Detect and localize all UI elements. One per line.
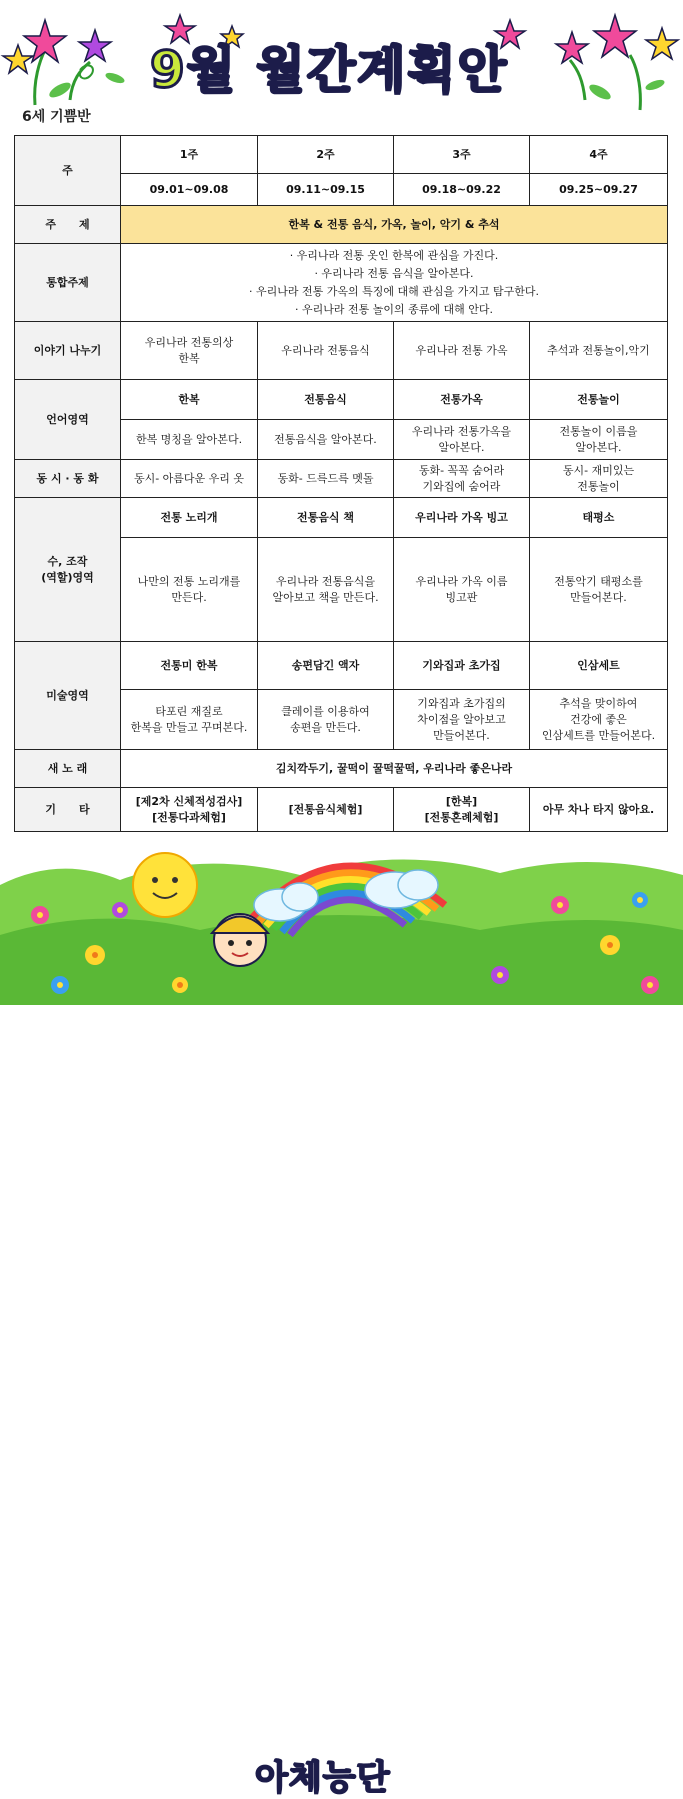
sun-icon — [133, 853, 197, 917]
class-name: 6세 기쁨반 — [22, 109, 91, 125]
language-desc: 전통음식을 알아본다. — [258, 420, 394, 460]
art-title: 송편담긴 액자 — [258, 642, 394, 690]
goal-item: · 우리나라 전통 옷인 한복에 관심을 가진다. — [289, 248, 499, 262]
art-title: 전통미 한복 — [121, 642, 258, 690]
art-label: 미술영역 — [15, 642, 121, 750]
etc-label: 기 타 — [15, 788, 121, 832]
week-dates: 09.18~09.22 — [394, 174, 530, 206]
poem-cell: 동시- 아름다운 우리 옷 — [121, 460, 258, 498]
language-label: 언어영역 — [15, 380, 121, 460]
language-desc: 우리나라 전통가옥을 알아본다. — [394, 420, 530, 460]
week-dates: 09.01~09.08 — [121, 174, 258, 206]
language-desc: 전통놀이 이름을 알아본다. — [530, 420, 668, 460]
talk-cell: 추석과 전통놀이,악기 — [530, 322, 668, 380]
poem-label: 동 시 · 동 화 — [15, 460, 121, 498]
page-footer — [0, 845, 683, 1798]
math-title: 태평소 — [530, 498, 668, 538]
week-header: 3주 — [394, 136, 530, 174]
week-header: 1주 — [121, 136, 258, 174]
math-title: 전통 노리개 — [121, 498, 258, 538]
song-label: 새 노 래 — [15, 750, 121, 788]
song-value: 김치깍두기, 꿀떡이 꿀떡꿀떡, 우리나라 좋은나라 — [121, 750, 668, 788]
art-desc: 기와집과 초가집의 차이점을 알아보고 만들어본다. — [394, 690, 530, 750]
week-dates: 09.25~09.27 — [530, 174, 668, 206]
title-banner — [150, 30, 570, 120]
art-desc: 추석을 맞이하여 건강에 좋은 인삼세트를 만들어본다. — [530, 690, 668, 750]
math-desc: 우리나라 전통음식을 알아보고 책을 만든다. — [258, 538, 394, 642]
goal-item: · 우리나라 전통 음식을 알아본다. — [314, 266, 474, 280]
flower-icon — [3, 20, 126, 105]
art-title: 기와집과 초가집 — [394, 642, 530, 690]
week-label: 주 — [15, 136, 121, 206]
art-desc: 타포린 재질로 한복을 만들고 꾸며본다. — [121, 690, 258, 750]
math-title: 전통음식 책 — [258, 498, 394, 538]
title-text: 월간계획안 — [256, 41, 509, 99]
math-label: 수, 조작 (역할)영역 — [15, 498, 121, 642]
monthly-plan-table — [14, 135, 668, 832]
math-desc: 전통악기 태평소를 만들어본다. — [530, 538, 668, 642]
etc-cell: [전통음식체험] — [258, 788, 394, 832]
page-title — [150, 30, 570, 110]
school-logo: 아체능단 — [255, 1758, 391, 1798]
language-desc: 한복 명칭을 알아본다. — [121, 420, 258, 460]
footer-decoration — [0, 845, 683, 1005]
theme-label: 주 제 — [15, 206, 121, 244]
math-desc: 우리나라 가옥 이름 빙고판 — [394, 538, 530, 642]
week-header: 2주 — [258, 136, 394, 174]
poem-cell: 동화- 드륵드륵 멧돌 — [258, 460, 394, 498]
talk-label: 이야기 나누기 — [15, 322, 121, 380]
etc-cell: 아무 차나 타지 않아요. — [530, 788, 668, 832]
language-title: 한복 — [121, 380, 258, 420]
theme-value: 한복 & 전통 음식, 가옥, 놀이, 악기 & 추석 — [121, 206, 668, 244]
math-desc: 나만의 전통 노리개를 만든다. — [121, 538, 258, 642]
poem-cell: 동화- 꼭꼭 숨어라 기와집에 숨어라 — [394, 460, 530, 498]
etc-cell: [제2차 신체적성검사] [전통다과체험] — [121, 788, 258, 832]
language-title: 전통가옥 — [394, 380, 530, 420]
integrated-label: 통합주제 — [15, 244, 121, 322]
art-desc: 클레이를 이용하여 송편을 만든다. — [258, 690, 394, 750]
goal-item: · 우리나라 전통 가옥의 특징에 대해 관심을 가지고 탐구한다. — [249, 284, 539, 298]
talk-cell: 우리나라 전통음식 — [258, 322, 394, 380]
etc-cell: [한복] [전통혼례체험] — [394, 788, 530, 832]
week-dates: 09.11~09.15 — [258, 174, 394, 206]
child-character-icon — [212, 914, 268, 966]
talk-cell: 우리나라 전통 가옥 — [394, 322, 530, 380]
language-title: 전통음식 — [258, 380, 394, 420]
math-title: 우리나라 가옥 빙고 — [394, 498, 530, 538]
poem-cell: 동시- 재미있는 전통놀이 — [530, 460, 668, 498]
talk-cell: 우리나라 전통의상 한복 — [121, 322, 258, 380]
language-title: 전통놀이 — [530, 380, 668, 420]
art-title: 인삼세트 — [530, 642, 668, 690]
integrated-goals — [121, 244, 668, 322]
title-month: 9월 — [150, 41, 238, 99]
goal-item: · 우리나라 전통 놀이의 종류에 대해 안다. — [295, 302, 493, 316]
page-header — [0, 0, 683, 135]
week-header: 4주 — [530, 136, 668, 174]
